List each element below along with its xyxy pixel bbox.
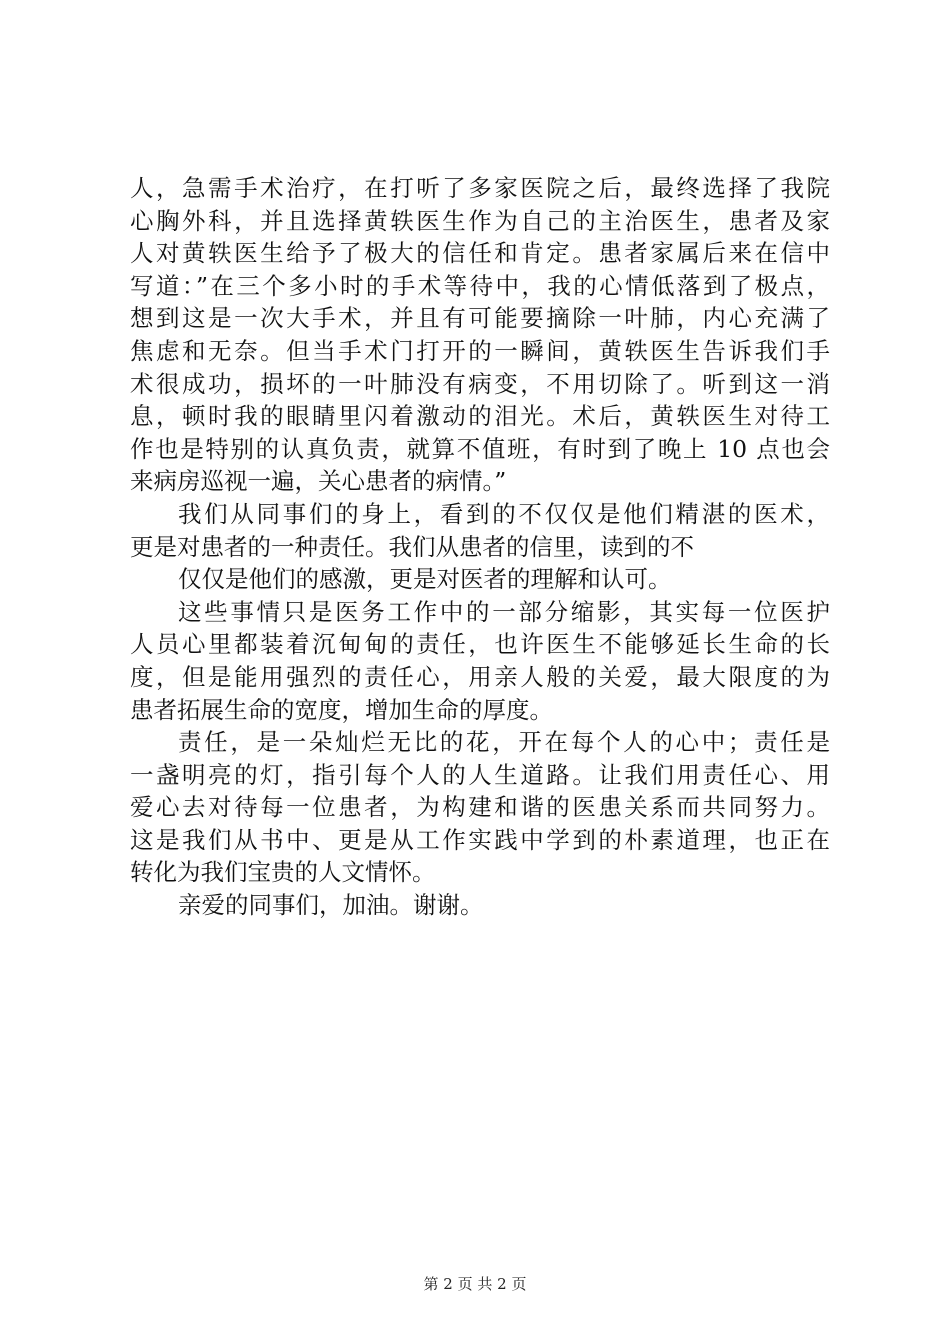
paragraph-line: 这些事情只是医务工作中的一部分缩影，其实每一位医护	[178, 597, 830, 626]
paragraph-line: 人员心里都装着沉甸甸的责任，也许医生不能够延长生命的长	[130, 630, 830, 659]
paragraph-line: 人对黄轶医生给予了极大的信任和肯定。患者家属后来在信中	[130, 239, 830, 268]
paragraph-line: 仅仅是他们的感激，更是对医者的理解和认可。	[178, 565, 672, 594]
paragraph-line: 写道：”在三个多小时的手术等待中，我的心情低落到了极点，	[130, 271, 830, 300]
paragraph-line: 亲爱的同事们，加油。谢谢。	[178, 891, 484, 920]
paragraph-line: 一盏明亮的灯，指引每个人的人生道路。让我们用责任心、用	[130, 760, 830, 789]
paragraph-line: 人，急需手术治疗，在打听了多家医院之后，最终选择了我院	[130, 174, 830, 202]
paragraph-line: 患者拓展生命的宽度，增加生命的厚度。	[130, 695, 553, 724]
paragraph-line: 来病房巡视一遍，关心患者的病情。”	[130, 467, 507, 496]
paragraph-line: 术很成功，损坏的一叶肺没有病变，不用切除了。听到这一消	[130, 369, 830, 398]
paragraph-line: 作也是特别的认真负责，就算不值班，有时到了晚上 10 点也会	[130, 434, 830, 463]
paragraph-line: 焦虑和无奈。但当手术门打开的一瞬间，黄轶医生告诉我们手	[130, 336, 830, 365]
paragraph-line: 想到这是一次大手术，并且有可能要摘除一叶肺，内心充满了	[130, 304, 830, 333]
paragraph-line: 责任，是一朵灿烂无比的花，开在每个人的心中；责任是	[178, 728, 830, 757]
paragraph-line: 爱心去对待每一位患者，为构建和谐的医患关系而共同努力。	[130, 793, 830, 822]
paragraph-line: 度，但是能用强烈的责任心，用亲人般的关爱，最大限度的为	[130, 662, 830, 691]
document-body	[130, 172, 830, 922]
paragraph-line: 我们从同事们的身上，看到的不仅仅是他们精湛的医术，	[178, 499, 830, 528]
page-number-footer: 第 2 页 共 2 页	[423, 1275, 527, 1293]
paragraph-line: 心胸外科，并且选择黄轶医生作为自己的主治医生，患者及家	[130, 206, 830, 235]
paragraph-line: 这是我们从书中、更是从工作实践中学到的朴素道理，也正在	[130, 825, 830, 854]
paragraph-line: 息，顿时我的眼睛里闪着激动的泪光。术后，黄轶医生对待工	[130, 402, 830, 431]
paragraph-line: 转化为我们宝贵的人文情怀。	[130, 858, 436, 887]
paragraph-line: 更是对患者的一种责任。我们从患者的信里，读到的不	[130, 532, 694, 561]
